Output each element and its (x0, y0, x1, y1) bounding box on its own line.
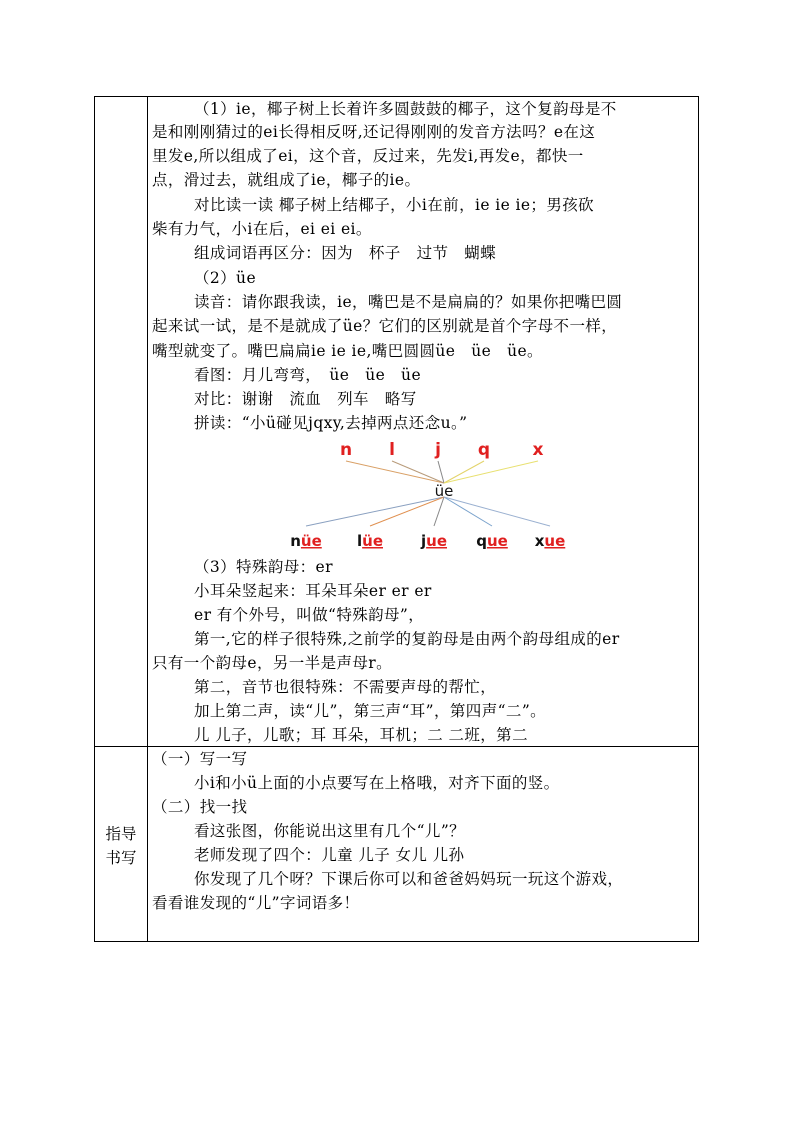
connector-line (434, 497, 444, 526)
table-border-left (94, 96, 95, 942)
spelled-syllable: jue (420, 532, 448, 550)
writing-guide-cell (148, 746, 699, 942)
connector-line (306, 497, 444, 526)
paragraph-line: （一）写一写 (152, 750, 248, 768)
paragraph-line: 老师发现了四个：儿童 儿子 女儿 儿孙 (194, 846, 465, 864)
row-label-guide: 指导 (105, 825, 137, 843)
paragraph-line: （3）特殊韵母：er (194, 558, 333, 576)
spelled-syllable: nüe (290, 532, 322, 550)
connector-line (444, 461, 484, 483)
lesson-table (94, 96, 699, 942)
paragraph-line: 读音：请你跟我读，ie，嘴巴是不是扁扁的？如果你把嘴巴圆 (194, 293, 623, 311)
paragraph-line: 看看谁发现的“儿”字词语多！ (152, 894, 360, 912)
paragraph-line: 第一,它的样子很特殊,之前学的复韵母是由两个韵母组成的er (194, 630, 620, 648)
connector-line (438, 461, 444, 483)
connector-line (444, 497, 550, 526)
spelled-syllable: xue (534, 532, 566, 550)
paragraph-line: er 有个外号，叫做“特殊韵母”， (194, 606, 425, 624)
connector-line (370, 497, 444, 526)
initial-letter: l (389, 440, 395, 460)
paragraph-line: 对比：谢谢 流血 列车 略写 (194, 390, 417, 408)
paragraph-line: 嘴型就变了。嘴巴扁扁ie ie ie,嘴巴圆圆üe üe üe。 (152, 342, 543, 360)
paragraph-line: 点，滑过去，就组成了ie，椰子的ie。 (152, 171, 421, 189)
paragraph-line: 第二，音节也很特殊：不需要声母的帮忙， (194, 678, 497, 696)
connector-line (444, 497, 492, 526)
row-label-writing: 书写 (105, 849, 137, 867)
pinyin-spelling-diagram (148, 436, 699, 556)
initial-letter: n (339, 440, 353, 460)
paragraph-line: 里发e,所以组成了ei，这个音，反过来，先发i,再发e，都快一 (152, 147, 584, 165)
paragraph-line: 小耳朵竖起来：耳朵耳朵er er er (194, 582, 432, 600)
initial-letter: x (532, 440, 544, 460)
connector-line (392, 461, 444, 483)
paragraph-line: 儿 儿子，儿歌；耳 耳朵，耳机；二 二班，第二 (194, 726, 528, 744)
paragraph-line: 看图：月儿弯弯， üe üe üe (194, 366, 422, 384)
paragraph-line: 是和刚刚猜过的ei长得相反呀,还记得刚刚的发音方法吗？e在这 (152, 123, 596, 141)
paragraph-line: 小i和小ü上面的小点要写在上格哦，对齐下面的竖。 (194, 774, 560, 792)
paragraph-line: 看这张图，你能说出这里有几个“儿”？ (194, 822, 466, 840)
initial-letter: j (435, 440, 441, 460)
paragraph-line: 对比读一读 椰子树上结椰子，小i在前，ie ie ie；男孩砍 (194, 196, 595, 214)
paragraph-line: 起来试一试，是不是就成了üe？它们的区别就是首个字母不一样， (152, 317, 618, 335)
paragraph-line: 只有一个韵母e，另一半是声母r。 (152, 654, 392, 672)
paragraph-line: 你发现了几个呀？下课后你可以和爸爸妈妈玩一玩这个游戏， (194, 870, 624, 888)
paragraph-line: 组成词语再区分：因为 杯子 过节 蝴蝶 (194, 244, 497, 262)
connector-line (346, 461, 444, 483)
paragraph-line: 加上第二声，读“儿”，第三声“耳”，第四声“二”。 (194, 702, 547, 720)
center-final: üe (434, 482, 454, 500)
paragraph-line: （二）找一找 (152, 798, 248, 816)
paragraph-line: 拼读：“小ü碰见jqxy,去掉两点还念u。” (194, 414, 468, 432)
spelled-syllable: que (476, 532, 508, 550)
teaching-content-cell (148, 96, 699, 746)
paragraph-line: （1）ie，椰子树上长着许多圆鼓鼓的椰子，这个复韵母是不 (194, 100, 617, 118)
paragraph-line: 柴有力气，小i在后，ei ei ei。 (152, 220, 372, 238)
spelled-syllable: lüe (356, 532, 384, 550)
connector-line (444, 461, 538, 483)
paragraph-line: （2）üe (194, 269, 257, 287)
initial-letter: q (477, 440, 491, 460)
